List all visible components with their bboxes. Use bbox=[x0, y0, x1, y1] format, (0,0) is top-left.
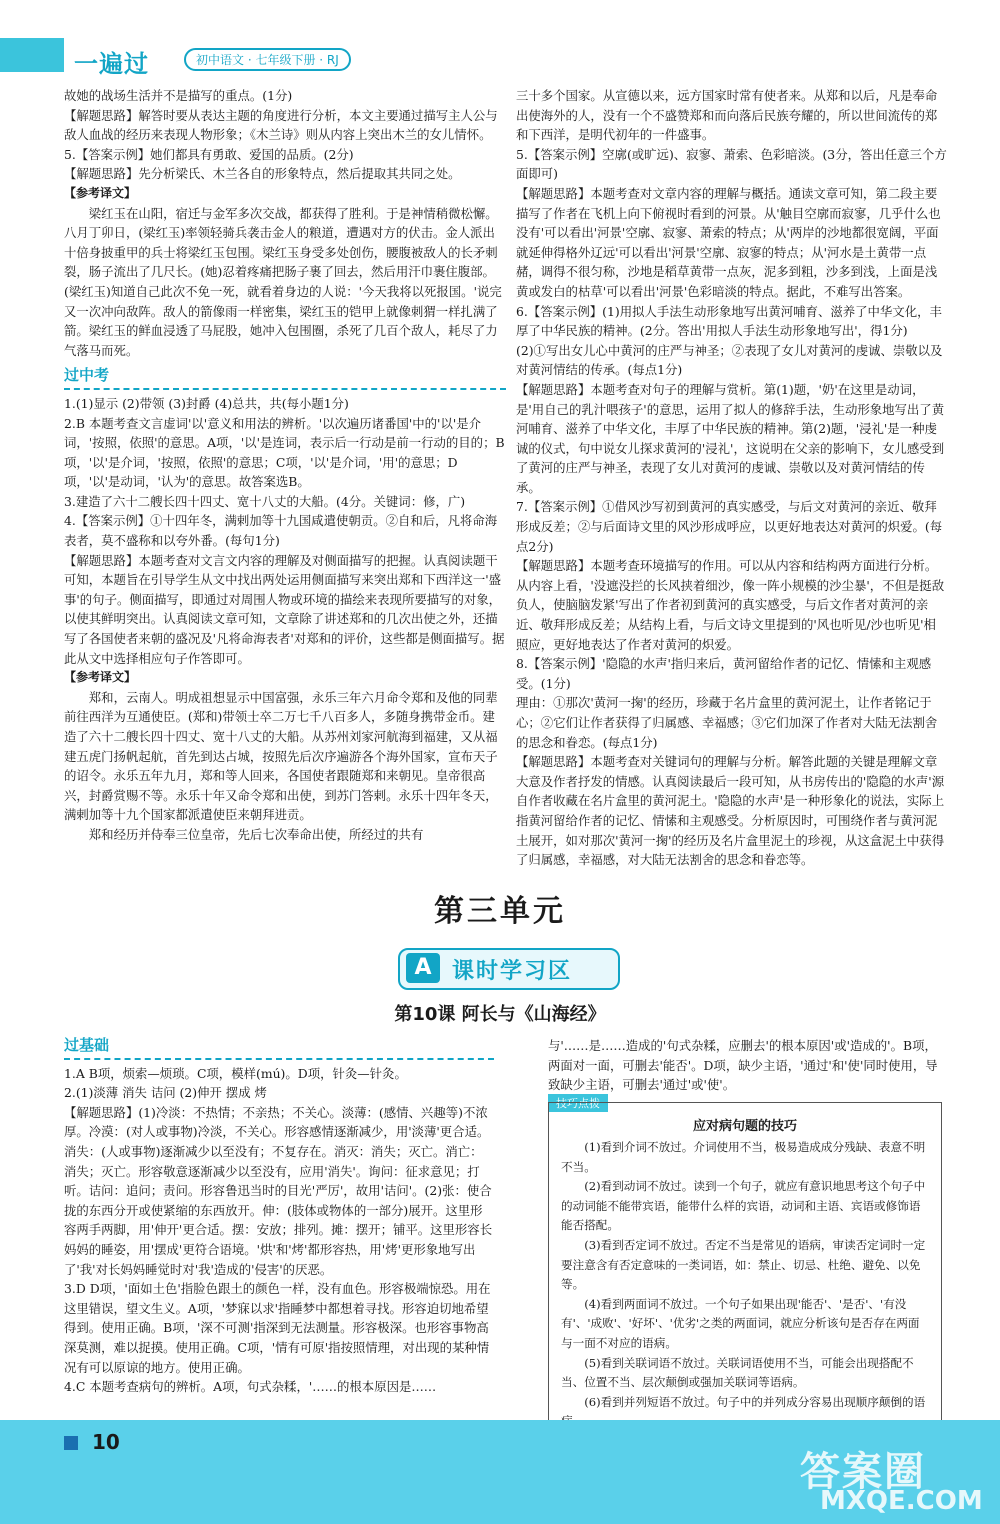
tip-item: (2)看到动词不放过。读到一个句子，就应有意识地思考这个句子中的动词能不能带宾语，能带什么样的宾语，动词和主语、宾语或修饰语能否搭配。 bbox=[561, 1179, 926, 1233]
tip-title: 应对病句题的技巧 bbox=[692, 1119, 797, 1134]
header-tab bbox=[0, 38, 64, 72]
tip-item: (3)看到否定词不放过。否定不当是常见的语病，审读否定词时一定要注意含有否定意味的一类词语，如：禁止、切忌、杜绝、避免、以免等。 bbox=[561, 1237, 926, 1292]
answer-text: 【解题思路】本题考查对文言文内容的理解及对侧面描写的把握。认真阅读题干可知，本题旨在引导学生从文中找出两处运用侧面描写来突出郑和下西洋这一'盛事'的句子。侧面描写，即通过对周围人物或环境的描绘来表现所要描写的对象，以使其鲜明突出。认真阅读文章可知，文章除了讲述郑和的几次出使之外，还描写了各国使者来朝的盛况及'凡将命海表者'对郑和的评价，这些都是侧面描写。据此从文中选择相应句子作答即可。 bbox=[64, 552, 505, 666]
lower-left-column bbox=[64, 1030, 494, 1397]
translation-text: 三十多个国家。从宣德以来，远方国家时常有使者来。从郑和以后，凡是奉命出使海外的人，没有一个不盛赞郑和而向落后民族夸耀的，所以世间流传的郑和下西洋，是明代初年的一件盛事。 bbox=[516, 88, 938, 143]
answer-text: 【解题思路】先分析梁氏、木兰各自的形象特点，然后提取其共同之处。 bbox=[64, 166, 461, 182]
brand-logo: 一遍过 bbox=[74, 50, 149, 78]
tip-item: (4)看到两面词不放过。一个句子如果出现'能否'、'是否'、'有没有'、'成败'、'好坏'、'优劣'之类的两面词，就应分析该句是否存在两面与一面不对应的语病。 bbox=[561, 1296, 920, 1350]
left-column bbox=[64, 86, 506, 845]
page-header bbox=[0, 0, 1000, 78]
answer-text: 2.(1)淡薄 消失 诘问 (2)伸开 摆成 烤 bbox=[64, 1085, 267, 1101]
lesson-title: 第10课 阿长与《山海经》 bbox=[394, 1004, 606, 1025]
zone-banner bbox=[398, 948, 620, 990]
tip-item: (6)看到并列短语不放过。句子中的并列成分容易出现顺序颠倒的语 bbox=[584, 1394, 926, 1409]
answer-text: 1.A B项，烦索—烦琐。C项，模样(mú)。D项，针灸—针灸。 bbox=[64, 1065, 407, 1081]
zone-title: 课时学习区 bbox=[452, 959, 573, 984]
answer-text: 【解题思路】解答时要从表达主题的角度进行分析，本文主要通过描写主人公与敌人血战的经历来表现人物形象；《木兰诗》则从内容上突出木兰的女儿情怀。 bbox=[64, 107, 498, 143]
answer-text: 7.【答案示例】①借风沙写初到黄河的真实感受，与后文对黄河的亲近、敬拜形成反差；②与后面诗文里的风沙形成呼应，以更好地表达对黄河的炽爱。(每点2分) bbox=[516, 499, 943, 554]
translation-text: 郑和经历并侍奉三位皇帝，先后七次奉命出使，所经过的共有 bbox=[88, 826, 424, 842]
answer-text: 【解题思路】本题考查环境描写的作用。可以从内容和结构两方面进行分析。从内容上看，'没遮没拦的长风挟着细沙，像一阵小规模的沙尘暴'，不但是挺敌负人，使脑脑发紧'写出了作者初到黄河的真实感受，与后文作者对黄河的亲近、敬拜形成反差；从结构上看，与后文诗文里提到的'风也听见/沙也听见'相照应，更好地表达了作者对黄河的炽爱。 bbox=[516, 558, 945, 652]
book-subtitle: 初中语文 · 七年级下册 · RJ bbox=[184, 48, 351, 71]
answer-text: 3.建造了六十二艘长四十四丈、宽十八丈的大船。(4分。关键词：修，广) bbox=[64, 493, 466, 509]
tip-box bbox=[548, 1102, 942, 1422]
answer-text: 5.【答案示例】她们都具有勇敢、爱国的品质。(2分) bbox=[64, 146, 354, 162]
section-heading-jichu: 过基础 bbox=[64, 1036, 494, 1060]
answer-text: 4.【答案示例】①十四年冬，满剌加等十九国咸遣使朝贡。②自和后，凡将命海表者，莫不盛称和以夸外番。(每句1分) bbox=[64, 513, 498, 549]
page-number: 10 bbox=[92, 1430, 120, 1454]
translation-text: 郑和，云南人。明成祖想显示中国富强，永乐三年六月命令郑和及他的同辈前往西洋为互通使臣。(郑和)带领士卒二万七千八百多人，多随身携带金币。建造了六十二艘长四十四丈、宽十八丈的大船。从苏州刘家河航海到福建，又从福建五虎门扬帆起航，首先到达占城，按照先后次序遍游各个海外国家，宣布天子的诏令。永乐五年九月，郑和等人回来，各国使者跟随郑和来朝见。皇帝很高兴，封爵赏赐不等。永乐十年又命令郑和出使，到苏门答剌。永乐十四年冬天，满剌加等十九个国家都派遣使臣来朝拜进贡。 bbox=[64, 689, 498, 823]
page-icon bbox=[64, 1436, 78, 1450]
translation-heading: 【参考译文】 bbox=[64, 670, 137, 685]
answer-text: 3.D D项，'面如土色'指脸色跟土的颜色一样，没有血色。形容极端惊恐。用在这里错误，望文生义。A项，'梦寐以求'指睡梦中都想着寻找。形容迫切地希望得到。使用正确。B项，'深不可测'指深到无法测量。形容极深。也形容事物高深莫测，难以捉摸。使用正确。C项，'情有可原'指按照情理，对出现的某种情况有可以原谅的地方。使用正确。 bbox=[64, 1281, 491, 1375]
answer-text: 1.(1)显示 (2)带领 (3)封爵 (4)总共，共(每小题1分) bbox=[64, 395, 349, 411]
answer-text: 【解题思路】(1)冷淡：不热情；不亲热；不关心。淡薄：(感情、兴趣等)不浓厚。冷漠：(对人或事物)冷淡，不关心。形容感情逐渐减少，用'淡薄'更合适。消失：(人或事物)逐渐减少以至没有；不复存在。消灭：消失；灭亡。消亡：消失；灭亡。形容敬意逐渐减少以至没有，应用'消失'。询问：征求意见；打听。诘问：追问；责问。形容鲁迅当时的目光'严厉'，故用'诘问'。(2)张：使合拢的东西分开或使紧缩的东西放开。伸：(肢体或物体的一部分)展开。这里形容两手两脚，用'伸开'更合适。摆：安放；排列。摊：摆开；铺平。这里形容长妈妈的睡姿，用'摆成'更符合语境。'烘'和'烤'都形容热，用'烤'更形象地写出了'我'对长妈妈睡觉时对'我'造成的'侵害'的厌恶。 bbox=[64, 1104, 493, 1277]
watermark-logo: 答案圈 bbox=[800, 1449, 926, 1495]
answer-text: 4.C 本题考查病句的辨析。A项，句式杂糅，'……的根本原因是…… bbox=[64, 1379, 437, 1395]
lower-right-column bbox=[548, 1036, 940, 1095]
answer-text: 8.【答案示例】'隐隐的水声'指归来后，黄河留给作者的记忆、情愫和主观感受。(1分) bbox=[516, 656, 932, 691]
zone-letter: A bbox=[406, 953, 440, 983]
tip-tag: 技巧点拨 bbox=[548, 1094, 608, 1112]
unit-title: 第三单元 bbox=[434, 894, 566, 929]
answer-text: 与'……是……造成的'句式杂糅，应删去'的根本原因'或'造成的'。B项，两面对一面，可删去'能否'。D项，缺少主语，'通过'和'使'同时使用，导致缺少主语，可删去'通过'或'使'。 bbox=[548, 1038, 938, 1093]
section-heading-zhongkao: 过中考 bbox=[64, 366, 506, 390]
answer-text: 6.【答案示例】(1)用拟人手法生动形象地写出黄河哺育、滋养了中华文化，丰厚了中华民族的精神。(2分。答出'用拟人手法生动形象地写出'，得1分) bbox=[516, 303, 942, 339]
tip-item: (1)看到介词不放过。介词使用不当，极易造成成分残缺、表意不明不当。 bbox=[561, 1140, 926, 1174]
answer-text: 理由：①那次'黄河一掬'的经历，珍藏于名片盒里的黄河泥土，让作者铭记于心；②它们让作者获得了归属感、幸福感；③它们加深了作者对大陆无法割舍的思念和眷恋。(每点1分) bbox=[516, 695, 938, 750]
translation-heading: 【参考译文】 bbox=[64, 185, 137, 200]
tip-item: (5)看到关联词语不放过。关联词语使用不当，可能会出现搭配不当、位置不当、层次颠倒或强加关联词等语病。 bbox=[561, 1355, 914, 1390]
answer-text: 5.【答案示例】空廓(或旷远)、寂寥、萧索、色彩暗淡。(3分，答出任意三个方面即可) bbox=[516, 146, 947, 182]
answer-text: (2)①写出女儿心中黄河的庄严与神圣；②表现了女儿对黄河的虔诚、崇敬以及对黄河情结的传承。(每点1分) bbox=[516, 342, 943, 378]
answer-text: 【解题思路】本题考查对文章内容的理解与概括。通读文章可知，第二段主要描写了作者在飞机上向下俯视时看到的河景。从'触目空廓而寂寥，几乎什么也没有'可以看出'河景'空廓、寂寥、萧索的特点；从'两岸的沙地都很宽阔，平面就延伸得格外辽远'可以看出'河景'空廓、寂寥的特点；从'河水是土黄带一点赭，调得不很匀称，沙地是稻草黄带一点灰，泥多到粗，沙多到浅，上面是浅黄或发白的枯草'可以看出'河景'色彩暗淡的特点。据此，不难写出答案。 bbox=[516, 185, 941, 299]
answer-text: 2.B 本题考查文言虚词'以'意义和用法的辨析。'以次遍历诸番国'中的'以'是介词，'按照，依照'的意思。A项，'以'是连词，表示后一行动是前一行动的目的；B项，'以'是介词，'按照，依照'的意思；C项，'以'是介词，'用'的意思；D项，'以'是动词，'认为'的意思。故答案选B。 bbox=[64, 415, 505, 490]
right-column bbox=[516, 86, 948, 870]
answer-text: 【解题思路】本题考查对关键词句的理解与分析。解答此题的关键是理解文章大意及作者抒发的情感。认真阅读最后一段可知，从书房传出的'隐隐的水声'源自作者收藏在名片盒里的黄河泥土。'隐隐的水声'是一种形象化的说法，实际上指黄河留给作者的记忆、情愫和主观感受。分析原因时，可围绕作者与黄河泥土展开，如对那次'黄河一掬'的经历及名片盒里泥土的珍视，从这盒泥土中获得了归属感，幸福感，对大陆无法割舍的思念和眷恋等。 bbox=[516, 754, 945, 868]
answer-text: 【解题思路】本题考查对句子的理解与赏析。第(1)题，'奶'在这里是动词，是'用自己的乳汁喂孩子'的意思，运用了拟人的修辞手法，生动形象地写出了黄河哺育、滋养了中华文化，丰厚了中华民族的精神。第(2)题，'浸礼'是一种虔诚的仪式，句中说女儿探求黄河的'浸礼'，这说明在父亲的影响下，女儿感受到了黄河的庄严与神圣，表现了女儿对黄河的虔诚、崇敬以及对黄河情结的传承。 bbox=[516, 381, 945, 495]
translation-text: 梁红玉在山阳，宿迁与金军多次交战，都获得了胜利。于是神情稍微松懈。八月丁卯日，(梁红玉)率领轻骑兵袭击金人的粮道，遭遇对方的伏击。金人派出十倍身披重甲的兵士将梁红玉包围。梁红玉身受多处创伤，腰腹被敌人的长矛刺裂，肠子流出了几尺长。(她)忍着疼痛把肠子裹了回去，然后用汗巾裹住腹部。(梁红玉)知道自己此次不免一死，就看着身边的人说：'今天我将以死报国。'说完又一次冲向敌阵。敌人的箭像雨一样密集，梁红玉的铠甲上就像刺猬一样扎满了箭。梁红玉的鲜血浸透了马屁股，她冲入包围圈，杀死了几百个敌人，耗尽了力气落马而死。 bbox=[64, 205, 502, 358]
watermark-url: MXQE.COM bbox=[820, 1486, 983, 1516]
answer-text: 故她的战场生活并不是描写的重点。(1分) bbox=[64, 88, 293, 103]
